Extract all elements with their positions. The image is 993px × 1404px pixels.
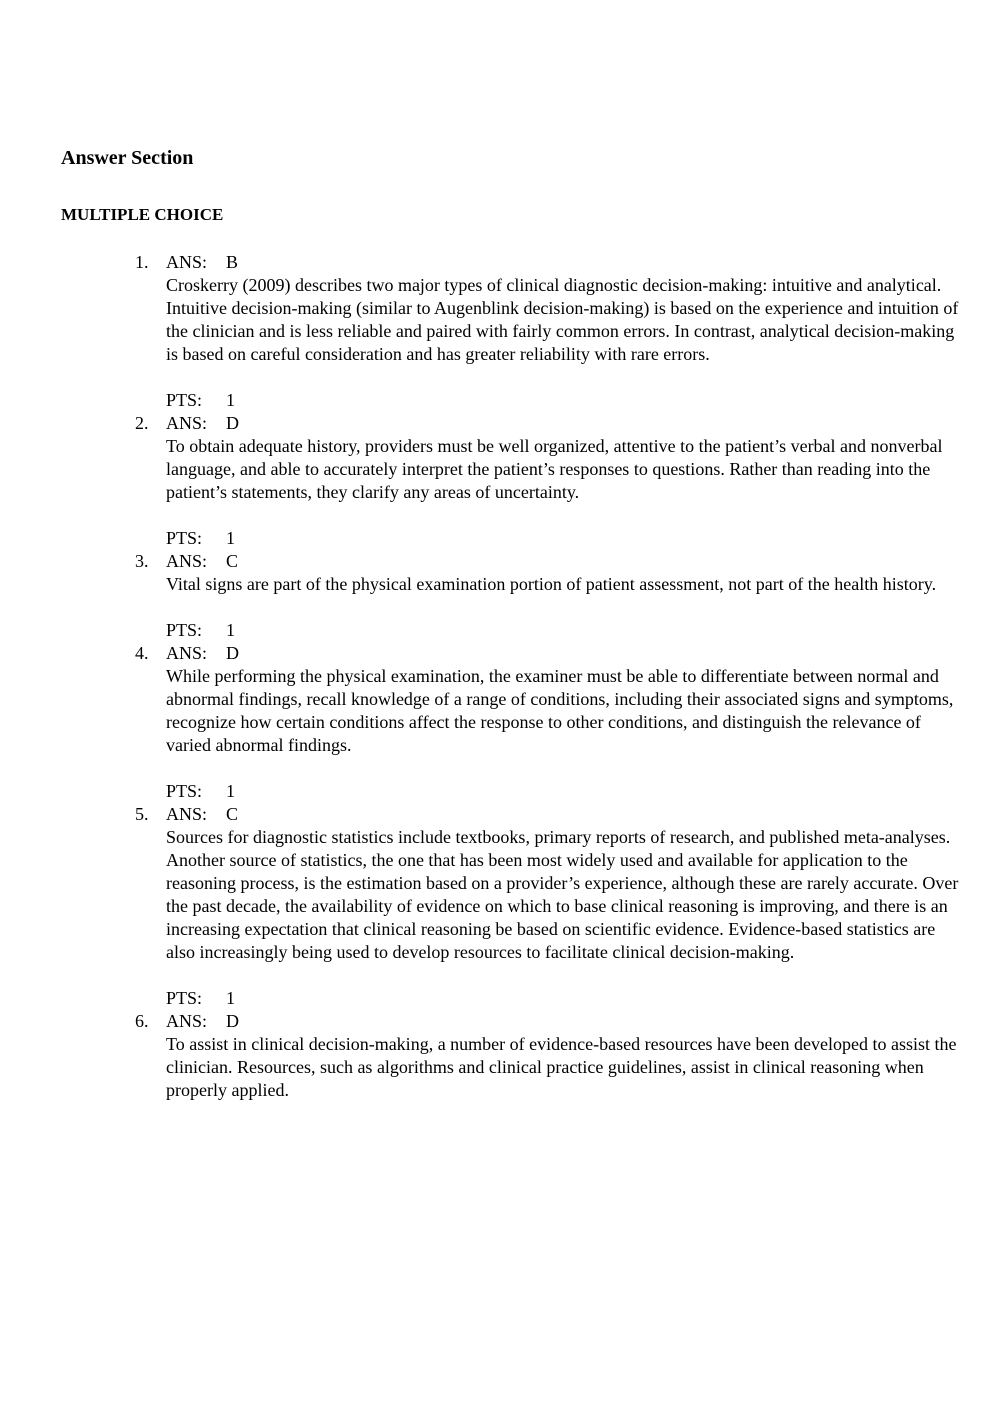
ans-label: ANS: bbox=[166, 804, 208, 824]
pts-value: 1 bbox=[226, 988, 235, 1008]
ans-label: ANS: bbox=[166, 643, 208, 663]
ans-value: D bbox=[226, 413, 239, 433]
answer-item-2 bbox=[0, 412, 993, 550]
answer-item-6 bbox=[0, 1010, 993, 1102]
ans-label: ANS: bbox=[166, 413, 208, 433]
points-line bbox=[0, 527, 993, 550]
answer-item-1 bbox=[0, 251, 993, 412]
answer-line bbox=[0, 803, 993, 826]
rationale-text: Croskerry (2009) describes two major types of clinical diagnostic decision-making: intuitive and analytical. Intuitive decision-making (similar to Augenblink decision-making) is based on the experience and intuition of the clinician and is less reliable and paired with fairly common errors. In contrast, analytical decision-making is based on careful consideration and has greater reliability with rare errors. bbox=[166, 275, 959, 364]
answer-item-3 bbox=[0, 550, 993, 642]
ans-label: ANS: bbox=[166, 551, 208, 571]
pts-label: PTS: bbox=[166, 390, 203, 410]
question-number: 1. bbox=[135, 252, 149, 272]
pts-value: 1 bbox=[226, 781, 235, 801]
answer-item-5 bbox=[0, 803, 993, 1010]
points-line bbox=[0, 619, 993, 642]
question-number: 6. bbox=[135, 1011, 149, 1031]
ans-label: ANS: bbox=[166, 252, 208, 272]
answer-line bbox=[0, 550, 993, 573]
points-line bbox=[0, 987, 993, 1010]
answer-item-4 bbox=[0, 642, 993, 803]
pts-value: 1 bbox=[226, 620, 235, 640]
pts-label: PTS: bbox=[166, 988, 203, 1008]
rationale-text: Sources for diagnostic statistics include textbooks, primary reports of research, and published meta-analyses. Another source of statistics, the one that has been most widely used and available for application to the reasoning process, is the estimation based on a provider’s experience, although these are rarely accurate. Over the past decade, the availability of evidence on which to base clinical reasoning is improving, and there is an increasing expectation that clinical reasoning be based on scientific evidence. Evidence-based statistics are also increasingly being used to develop resources to facilitate clinical decision-making. bbox=[166, 827, 959, 962]
answer-line bbox=[0, 412, 993, 435]
ans-value: C bbox=[226, 551, 239, 571]
answer-line bbox=[0, 1010, 993, 1033]
ans-value: C bbox=[226, 804, 239, 824]
answer-line bbox=[0, 251, 993, 274]
ans-value: B bbox=[226, 252, 239, 272]
rationale-text: While performing the physical examination, the examiner must be able to differentiate between normal and abnormal findings, recall knowledge of a range of conditions, including their associated signs and symptoms, recognize how certain conditions affect the response to other conditions, and distinguish the relevance of varied abnormal findings. bbox=[166, 666, 954, 755]
answer-list bbox=[0, 251, 993, 1102]
ans-label: ANS: bbox=[166, 1011, 208, 1031]
rationale-text: To assist in clinical decision-making, a number of evidence-based resources have been developed to assist the clinician. Resources, such as algorithms and clinical practice guidelines, assist in clinical reasoning when properly applied. bbox=[166, 1034, 957, 1100]
ans-value: D bbox=[226, 1011, 239, 1031]
points-line bbox=[0, 389, 993, 412]
rationale-text: To obtain adequate history, providers must be well organized, attentive to the patient’s verbal and nonverbal language, and able to accurately interpret the patient’s responses to questions. Rather than reading into the patient’s statements, they clarify any areas of uncertainty. bbox=[166, 436, 943, 502]
question-number: 5. bbox=[135, 804, 149, 824]
rationale-text: Vital signs are part of the physical examination portion of patient assessment, not part of the health history. bbox=[166, 574, 937, 594]
pts-label: PTS: bbox=[166, 528, 203, 548]
pts-value: 1 bbox=[226, 390, 235, 410]
pts-label: PTS: bbox=[166, 620, 203, 640]
answer-section-heading: Answer Section bbox=[61, 147, 194, 169]
question-number: 4. bbox=[135, 643, 149, 663]
multiple-choice-heading: MULTIPLE CHOICE bbox=[61, 205, 224, 224]
answer-line bbox=[0, 642, 993, 665]
question-number: 3. bbox=[135, 551, 149, 571]
pts-value: 1 bbox=[226, 528, 235, 548]
question-number: 2. bbox=[135, 413, 149, 433]
points-line bbox=[0, 780, 993, 803]
ans-value: D bbox=[226, 643, 239, 663]
pts-label: PTS: bbox=[166, 781, 203, 801]
